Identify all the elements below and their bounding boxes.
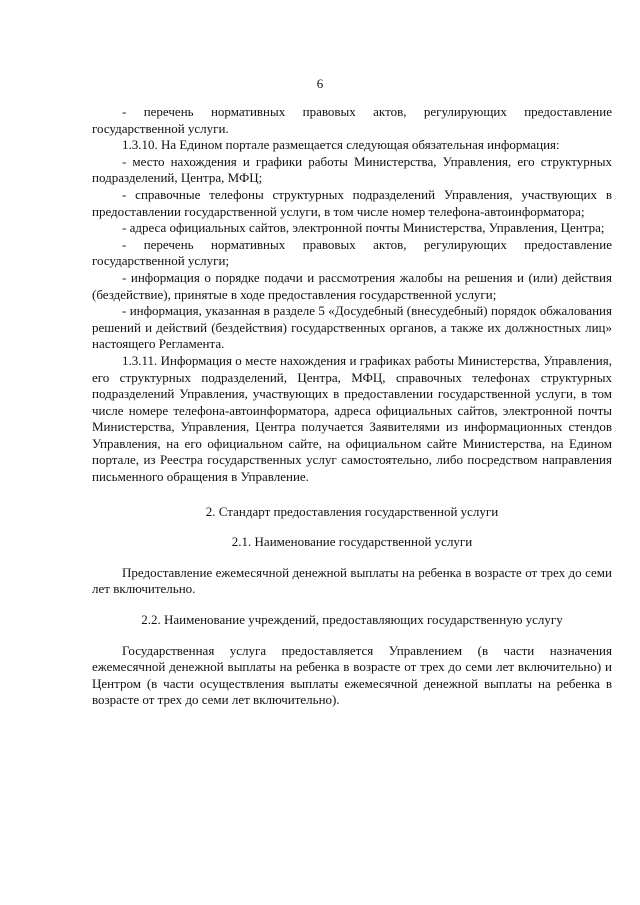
paragraph: - место нахождения и графики работы Министерства, Управления, его структурных подразделений, Центра, МФЦ; <box>92 153 612 186</box>
paragraph: 1.3.10. На Едином портале размещается следующая обязательная информация: <box>122 137 560 153</box>
paragraph: Государственная услуга предоставляется Управлением (в части назначения ежемесячной денежной выплаты на ребенка в возрасте от трех до семи лет включительно) и Центром (в части осуществления выплаты ежемесячной денежной выплаты на ребенка в возрасте от трех до семи лет включительно). <box>92 642 612 708</box>
paragraph: Предоставление ежемесячной денежной выплаты на ребенка в возрасте от трех до семи лет включительно. <box>92 564 612 597</box>
section-heading: 2. Стандарт предоставления государственной услуги <box>205 503 499 519</box>
subsection-heading: 2.2. Наименование учреждений, предоставляющих государственную услугу <box>141 612 563 628</box>
paragraph: - информация о порядке подачи и рассмотрения жалобы на решения и (или) действия (бездействие), принятые в ходе предоставления государственной услуги; <box>92 269 612 302</box>
paragraph: - справочные телефоны структурных подразделений Управления, участвующих в предоставлении государственной услуги, в том числе номер телефона-автоинформатора; <box>92 186 612 219</box>
document-body <box>92 104 612 709</box>
page-number: 6 <box>316 76 324 91</box>
subsection-heading: 2.1. Наименование государственной услуги <box>231 534 473 550</box>
paragraph: 1.3.11. Информация о месте нахождения и графиках работы Министерства, Управления, его структурных подразделений, Центра, МФЦ, справочных телефонах структурных подразделений Управления, участвующих в предоставлении государственной услуги, в том числе номере телефона-автоинформатора, адреса официальных сайтов, электронной почты Министерства, Управления, Центра получается Заявителями из информационных стендов Управления, на его официальном сайте, на официальном сайте Министерства, на Едином портале, из Реестра государственных услуг самостоятельно, либо посредством направления письменного обращения в Управление. <box>92 352 612 485</box>
paragraph: - перечень нормативных правовых актов, регулирующих предоставление государственной услуги; <box>92 236 612 269</box>
paragraph: - адреса официальных сайтов, электронной почты Министерства, Управления, Центра; <box>122 220 605 236</box>
paragraph: - перечень нормативных правовых актов, регулирующих предоставление государственной услуги. <box>92 104 612 136</box>
paragraph: - информация, указанная в разделе 5 «Досудебный (внесудебный) порядок обжалования решений и действий (бездействия) государственных органов, а также их должностных лиц» настоящего Регламента. <box>92 303 612 352</box>
